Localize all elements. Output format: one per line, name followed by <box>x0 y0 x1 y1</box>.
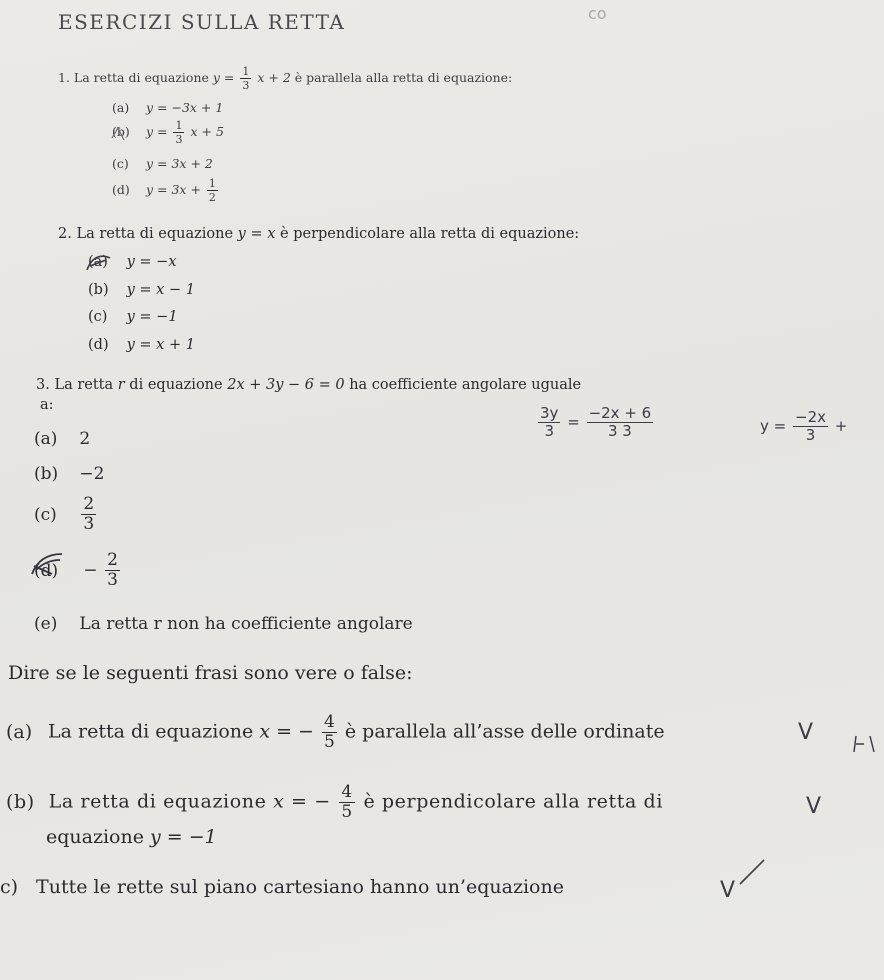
q3-option-c-fraction <box>81 496 96 533</box>
q3-option-d-sign: − <box>83 560 98 581</box>
q1-text-after: è parallela alla retta di equazione: <box>294 70 513 85</box>
q3-hand-right-frac <box>793 410 828 443</box>
q3-option-d-label: (d) <box>34 560 59 581</box>
q3-handwritten-result <box>760 410 847 443</box>
tf-item-b <box>6 784 663 821</box>
q1-option-b-frac-den: 3 <box>175 133 183 146</box>
q2-option-b-expr: y = x − 1 <box>126 282 195 298</box>
tf-item-a-frac-den: 5 <box>324 732 335 752</box>
tf-item-a <box>6 714 665 751</box>
q1-option-c-label: (c) <box>112 156 129 171</box>
q3-hand-mid-den: 3 3 <box>607 422 632 440</box>
q1-option-b-label: (b) <box>112 124 130 139</box>
q3-option-d-fraction <box>105 552 120 589</box>
q3-option-b-label: (b) <box>34 464 59 484</box>
q2-selection-scribble-icon <box>84 252 116 274</box>
q3-option-c-frac-num: 2 <box>83 494 95 514</box>
q3-hand-eq-sign: = <box>567 413 580 431</box>
tf-item-b-text-line2: equazione <box>46 826 144 848</box>
q2-option-d-label: (d) <box>88 337 109 353</box>
q3-option-c <box>34 496 98 533</box>
q2-option-d-expr: y = x + 1 <box>126 337 195 353</box>
q2-text-before: 2. La retta di equazione <box>58 226 234 242</box>
q2-prompt <box>58 226 579 242</box>
q1-option-d <box>112 178 220 203</box>
q1-option-d-frac-den: 2 <box>208 191 216 204</box>
q1-option-a-expr: y = −3x + 1 <box>145 100 224 115</box>
tf-item-b-text-after: è perpendicolare alla retta di <box>363 790 663 813</box>
q1-eq-before: y = <box>212 70 235 85</box>
tf-item-a-fraction <box>322 714 337 751</box>
q1-option-a-label: (a) <box>112 100 130 115</box>
q2-option-a-expr: y = −x <box>126 254 177 270</box>
q3-option-e-expr: La retta r non ha coefficiente angolare <box>79 614 413 634</box>
q2-option-d <box>88 337 195 353</box>
q3-hand-mid-frac <box>587 406 654 439</box>
q3-hand-left-num: 3y <box>540 404 559 422</box>
q3-option-b-expr: −2 <box>79 464 105 484</box>
q3-text-before: 3. La retta <box>36 377 114 393</box>
tf-item-a-scribble-icon <box>850 732 882 754</box>
q2-option-b <box>88 282 195 298</box>
q3-prompt-line2: a: <box>40 397 54 413</box>
tf-item-b-label: (b) <box>6 790 35 813</box>
q1-option-d-frac-num: 1 <box>208 177 216 190</box>
tf-item-c-label: c) <box>0 876 19 898</box>
q1-prompt <box>58 66 512 91</box>
tf-item-a-frac-num: 4 <box>324 712 335 732</box>
tf-item-b-text-before: La retta di equazione <box>48 790 267 813</box>
q2-eq: y = x <box>237 226 276 242</box>
q1-option-c-expr: y = 3x + 2 <box>145 156 213 171</box>
q3-option-d-frac-den: 3 <box>107 570 118 590</box>
q3-hand-mid-num: −2x + 6 <box>588 404 652 422</box>
q1-option-d-label: (d) <box>112 182 130 197</box>
q3-handwritten-working <box>536 406 655 439</box>
header-scribble: co <box>588 4 607 23</box>
q3-hand-left-frac <box>538 406 560 439</box>
q1-frac-num: 1 <box>242 65 250 78</box>
q3-text-after: ha coefficiente angolare uguale <box>349 377 582 393</box>
tf-item-b-eq-before: x = − <box>273 790 331 813</box>
q1-text-before: 1. La retta di equazione <box>58 70 209 85</box>
q2-option-c-expr: y = −1 <box>126 309 178 325</box>
tf-item-b-line2 <box>46 826 217 848</box>
q1-option-d-expr-before: y = 3x + <box>145 182 201 197</box>
q2-option-c-label: (c) <box>88 309 108 325</box>
tf-item-b-frac-num: 4 <box>341 782 353 802</box>
tf-item-b-eq-line2: y = −1 <box>150 826 217 848</box>
tf-item-c-mark: V <box>720 878 736 903</box>
q3-var: r <box>117 377 125 393</box>
q1-option-b-expr-before: y = <box>145 124 168 139</box>
q3-hand-right-num: −2x <box>795 408 826 426</box>
q3-hand-right-after: + <box>834 417 848 435</box>
q1-option-b <box>112 120 224 145</box>
tf-item-b-mark: V <box>806 794 822 819</box>
q3-option-a-expr: 2 <box>79 429 91 449</box>
tf-item-c-stroke-icon <box>736 856 768 886</box>
q3-hand-right-before: y = <box>760 417 787 435</box>
q3-option-e-label: (e) <box>34 614 58 634</box>
tf-item-a-eq-before: x = − <box>259 720 314 743</box>
q2-option-c <box>88 309 178 325</box>
q1-option-c <box>112 156 213 171</box>
q1-frac-den: 3 <box>242 79 250 92</box>
q1-eq-after: x + 2 <box>257 70 291 85</box>
q3-text-mid: di equazione <box>129 377 223 393</box>
q3-option-b <box>34 464 104 484</box>
tf-item-a-text-before: La retta di equazione <box>48 720 254 743</box>
q3-selection-scribble-icon <box>28 550 68 580</box>
q3-option-c-label: (c) <box>34 504 57 525</box>
q2-option-a-label: (a) <box>88 254 108 270</box>
tf-item-a-mark: V <box>798 720 814 745</box>
q1-fraction <box>240 66 251 91</box>
q3-option-c-frac-den: 3 <box>83 514 95 534</box>
tf-item-c <box>0 876 564 898</box>
q3-eq: 2x + 3y − 6 = 0 <box>227 377 345 393</box>
q3-option-e <box>34 614 413 634</box>
q2-text-after: è perpendicolare alla retta di equazione: <box>280 226 580 242</box>
q3-prompt <box>36 377 581 393</box>
q3-hand-right-den: 3 <box>805 426 816 444</box>
q1-pencil-mark-icon <box>110 124 126 144</box>
tf-item-b-frac-den: 5 <box>341 802 353 822</box>
tf-item-c-text: Tutte le rette sul piano cartesiano hanno un’equazione <box>36 876 564 898</box>
tf-heading: Dire se le seguenti frasi sono vere o false: <box>8 662 413 684</box>
q3-hand-left-den: 3 <box>544 422 554 440</box>
q3-option-d-frac-num: 2 <box>107 550 118 570</box>
q1-option-d-fraction <box>207 178 218 203</box>
tf-item-b-fraction <box>339 784 354 821</box>
q3-option-a <box>34 429 90 449</box>
tf-item-a-text-after: è parallela all’asse delle ordinate <box>344 720 665 743</box>
q3-option-a-label: (a) <box>34 429 58 449</box>
q1-option-b-frac-num: 1 <box>175 119 183 132</box>
q1-option-a <box>112 100 223 115</box>
q1-option-b-fraction <box>173 120 184 145</box>
q1-option-b-expr-after: x + 5 <box>190 124 224 139</box>
q2-option-b-label: (b) <box>88 282 109 298</box>
page-title: ESERCIZI SULLA RETTA <box>58 10 346 34</box>
tf-item-a-label: (a) <box>6 720 33 743</box>
